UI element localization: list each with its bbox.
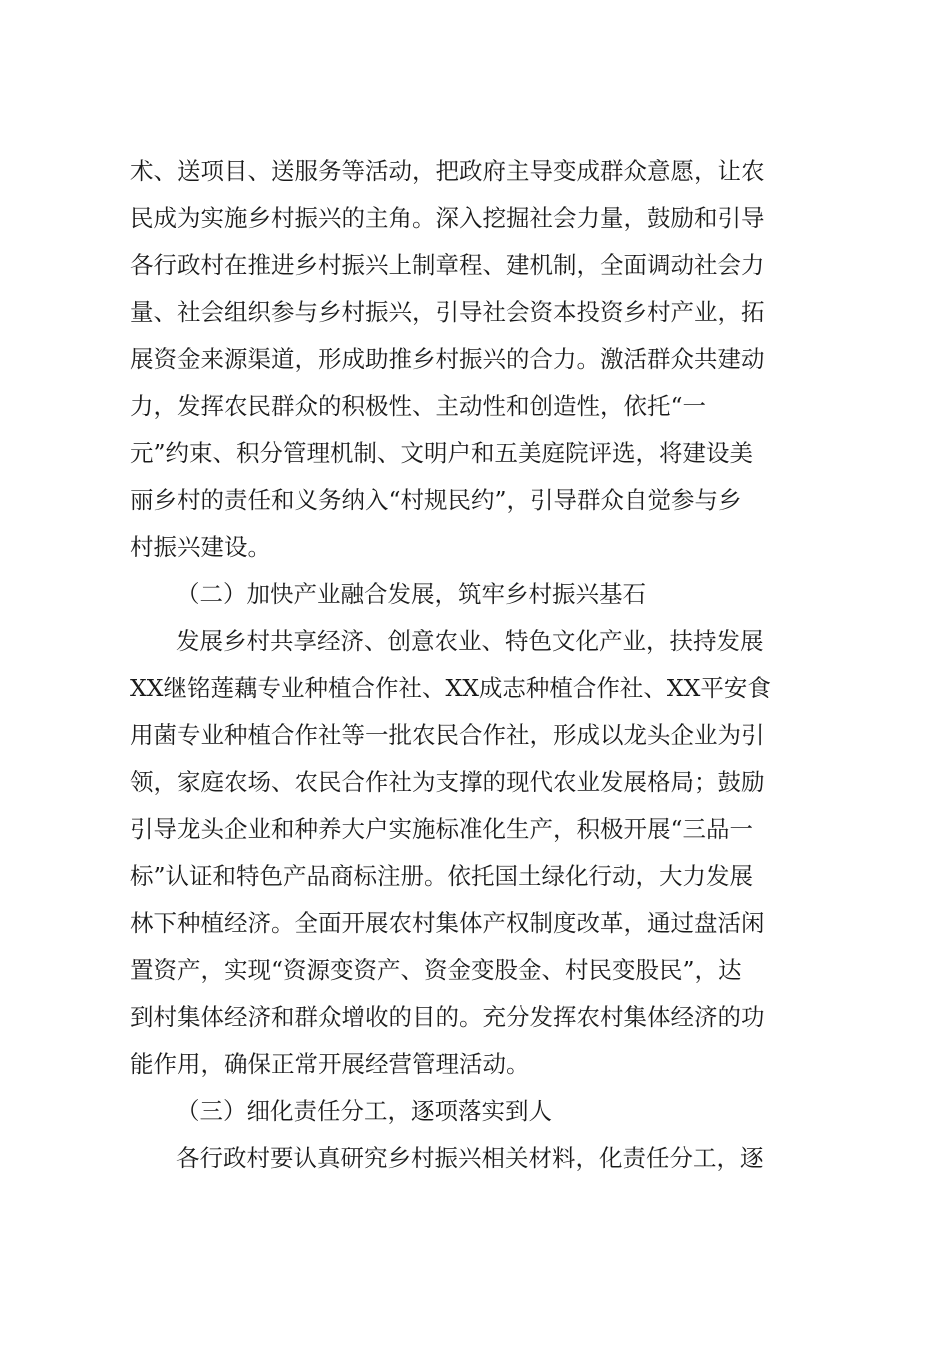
paragraph-line: 展资金来源渠道，形成助推乡村振兴的合力。激活群众共建动 bbox=[130, 345, 765, 373]
paragraph-line: 能作用，确保正常开展经营管理活动。 bbox=[130, 1050, 530, 1078]
paragraph-line: 林下种植经济。全面开展农村集体产权制度改革，通过盘活闲 bbox=[130, 909, 765, 937]
paragraph-line: 术、送项目、送服务等活动，把政府主导变成群众意愿，让农 bbox=[130, 157, 765, 185]
paragraph-line: 到村集体经济和群众增收的目的。充分发挥农村集体经济的功 bbox=[130, 1003, 765, 1031]
paragraph-line: 丽乡村的责任和义务纳入“村规民约”，引导群众自觉参与乡 bbox=[130, 486, 742, 514]
section-heading: （二）加快产业融合发展，筑牢乡村振兴基石 bbox=[176, 580, 646, 608]
paragraph-line: 用菌专业种植合作社等一批农民合作社，形成以龙头企业为引 bbox=[130, 721, 765, 749]
paragraph-line: 民成为实施乡村振兴的主角。深入挖掘社会力量，鼓励和引导 bbox=[130, 204, 765, 232]
paragraph-line: 村振兴建设。 bbox=[130, 533, 271, 561]
paragraph-line: 领，家庭农场、农民合作社为支撑的现代农业发展格局；鼓励 bbox=[130, 768, 765, 796]
paragraph-line: 力，发挥农民群众的积极性、主动性和创造性，依托“一 bbox=[130, 392, 707, 420]
paragraph-line: 元”约束、积分管理机制、文明户和五美庭院评选，将建设美 bbox=[130, 439, 754, 467]
paragraph-line: 标”认证和特色产品商标注册。依托国土绿化行动，大力发展 bbox=[130, 862, 754, 890]
paragraph-line: 量、社会组织参与乡村振兴，引导社会资本投资乡村产业，拓 bbox=[130, 298, 765, 326]
paragraph-line: 各行政村要认真研究乡村振兴相关材料，化责任分工，逐 bbox=[176, 1144, 764, 1172]
paragraph-line: 各行政村在推进乡村振兴上制章程、建机制，全面调动社会力 bbox=[130, 251, 765, 279]
paragraph-line: XX继铭莲藕专业种植合作社、XX成志种植合作社、XX平安食 bbox=[130, 674, 771, 702]
paragraph-line: 置资产，实现“资源变资产、资金变股金、村民变股民”，达 bbox=[130, 956, 742, 984]
paragraph-line: 引导龙头企业和种养大户实施标准化生产，积极开展“三品一 bbox=[130, 815, 754, 843]
paragraph-line: 发展乡村共享经济、创意农业、特色文化产业，扶持发展 bbox=[176, 627, 764, 655]
section-heading: （三）细化责任分工，逐项落实到人 bbox=[176, 1097, 552, 1125]
